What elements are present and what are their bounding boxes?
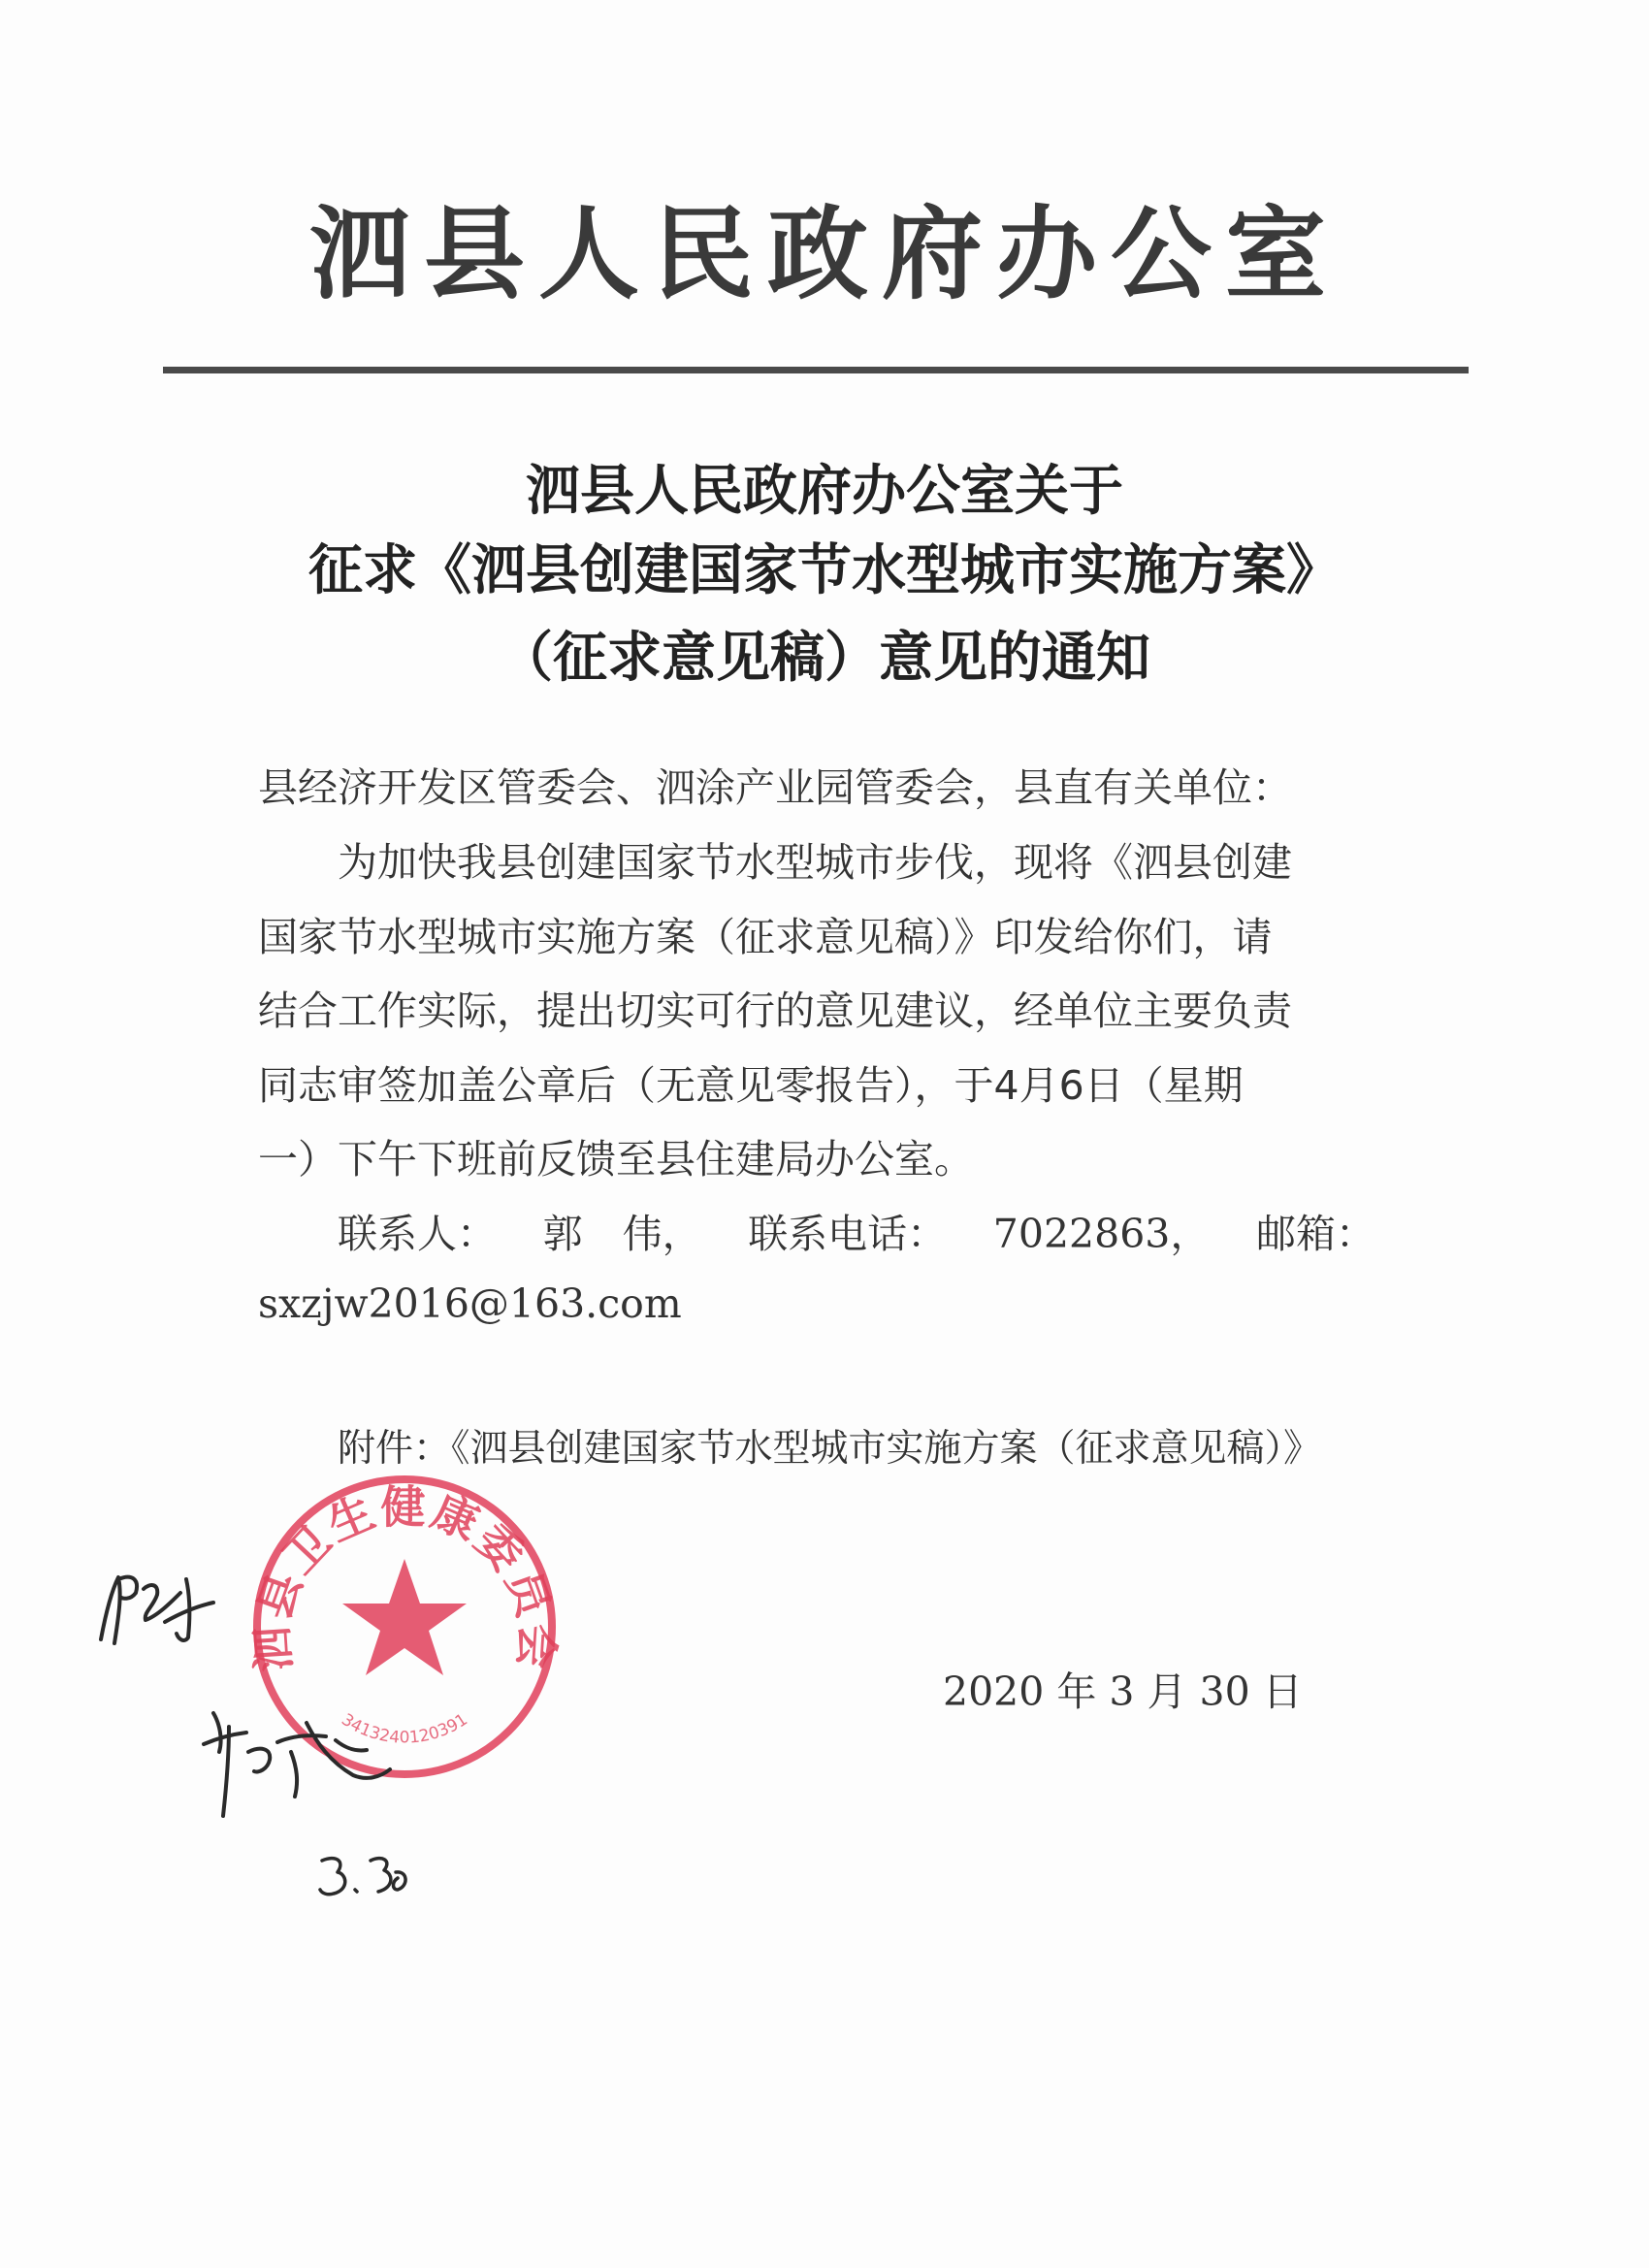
body-line-2: 国家节水型城市实施方案（征求意见稿）》印发给你们，请 [258,914,1273,960]
contact-email: sxzjw2016@163.com [258,1280,682,1327]
masthead: 泗县人民政府办公室 [308,194,1340,313]
handwritten-signature-1 [89,1550,225,1667]
seal-code: 3413240120391 [338,1709,471,1748]
body-line-3: 结合工作实际，提出切实可行的意见建议，经单位主要负责 [258,988,1292,1034]
handwritten-signature-2 [190,1684,404,1830]
contact-phone-label: 联系电话： [748,1211,948,1257]
recipient-line: 县经济开发区管委会、泗涂产业园管委会，县直有关单位： [258,764,1292,811]
seal-text: 泗县卫生健康委员会 [244,1480,565,1673]
issue-date: 2020 年 3 月 30 日 [943,1669,1303,1715]
title-line-2: 征求《泗县创建国家节水型城市实施方案》 [308,538,1341,602]
masthead-rule [163,367,1469,373]
contact-person-label: 联系人： [338,1211,497,1257]
contact-line [338,1211,1375,1257]
contact-person: 郭 伟， [542,1211,702,1257]
title-line-3: （征求意见稿）意见的通知 [499,626,1150,690]
title-line-1: 泗县人民政府办公室关于 [526,459,1123,523]
contact-email-label: 邮箱： [1255,1211,1375,1257]
attachment-line: 附件：《泗县创建国家节水型城市实施方案（征求意见稿）》 [338,1427,1322,1471]
body-line-4: 同志审签加盖公章后（无意见零报告），于4月6日（星期 [258,1062,1244,1109]
contact-phone: 7022863， [992,1211,1211,1257]
body-line-5: 一）下午下班前反馈至县住建局办公室。 [258,1136,974,1183]
handwritten-signature-date [314,1847,411,1905]
body-line-1: 为加快我县创建国家节水型城市步伐，现将《泗县创建 [338,839,1292,886]
